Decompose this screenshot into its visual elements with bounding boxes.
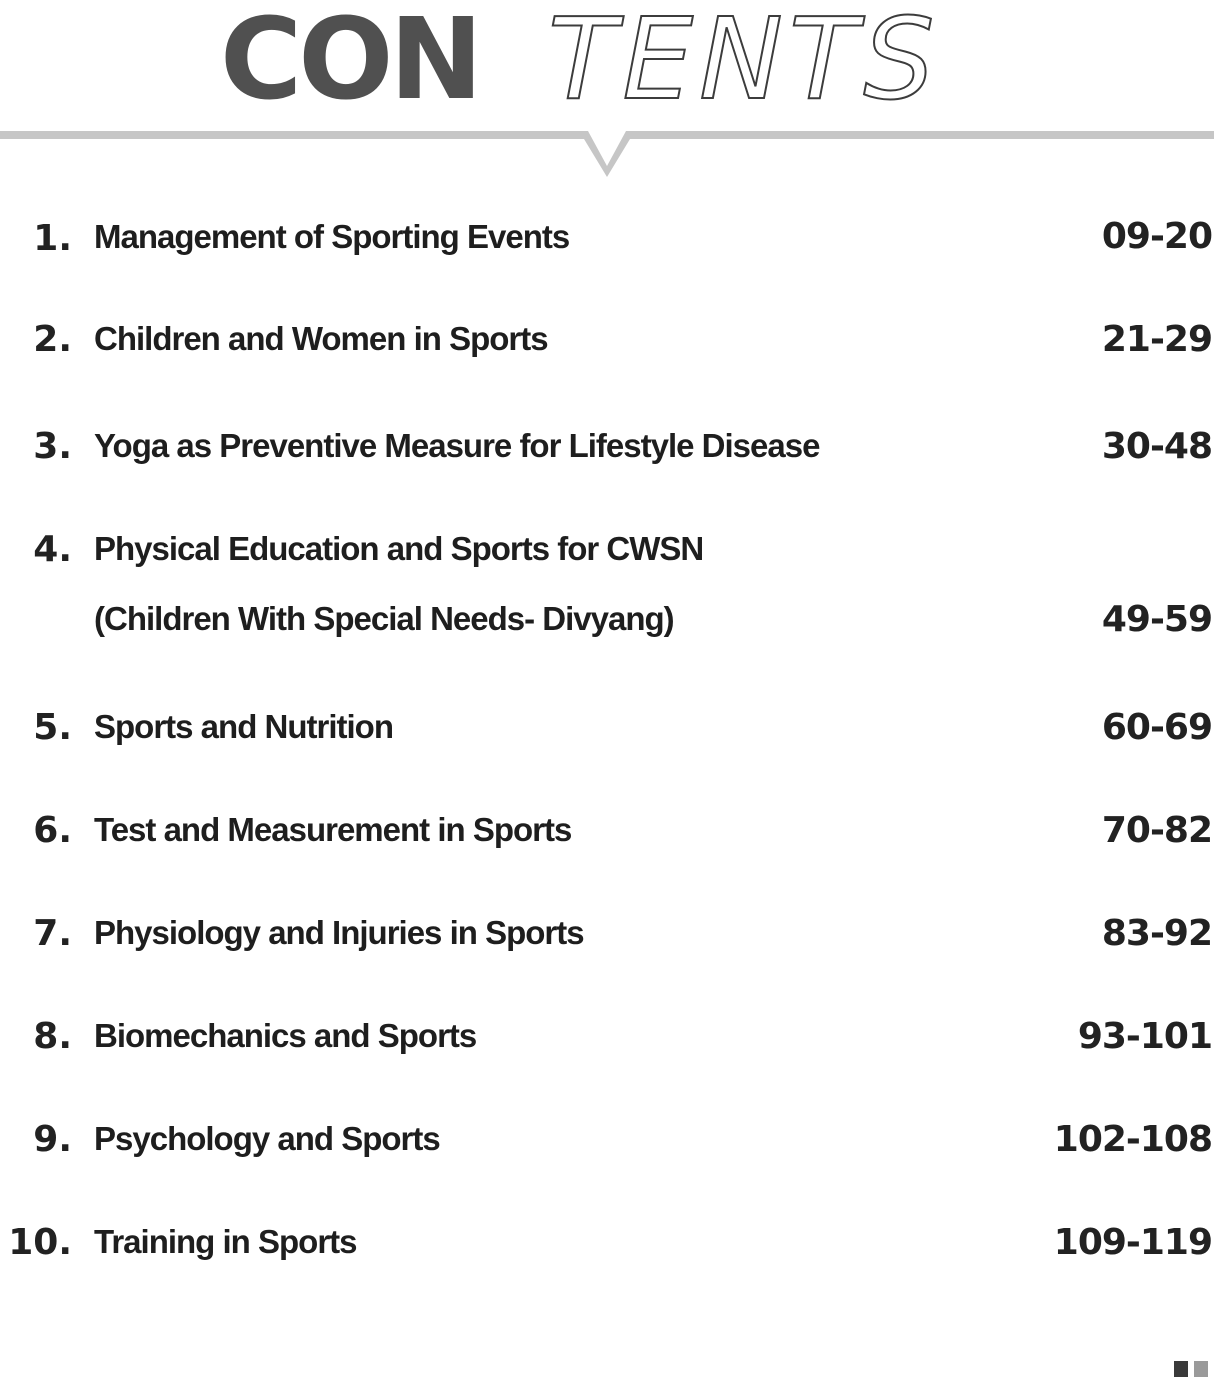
chapter-title: Physical Education and Sports for CWSN — [94, 530, 704, 567]
toc-entry-1[interactable] — [0, 188, 1214, 291]
corner-mark-dark-block — [1174, 1361, 1188, 1377]
corner-mark-light-block — [1194, 1361, 1208, 1377]
table-of-contents — [0, 188, 1214, 1294]
page-range: 93-101 — [1077, 1016, 1212, 1057]
page-range: 30-48 — [1101, 426, 1212, 467]
toc-entry-2[interactable] — [0, 291, 1214, 395]
chapter-number: 6. — [33, 810, 72, 851]
chapter-title: Psychology and Sports — [94, 1120, 440, 1157]
chapter-title: Sports and Nutrition — [94, 708, 393, 745]
chapter-number: 1. — [33, 218, 72, 259]
page-range: 70-82 — [1101, 810, 1212, 851]
chapter-title: Children and Women in Sports — [94, 320, 548, 357]
chapter-title: Training in Sports — [94, 1223, 357, 1260]
chapter-number: 2. — [33, 319, 72, 360]
chapter-number: 8. — [33, 1016, 72, 1057]
chapter-title-continued: (Children With Special Needs- Divyang) — [94, 600, 674, 637]
page-range: 49-59 — [1101, 599, 1212, 640]
chapter-number: 4. — [33, 529, 72, 570]
chapter-title: Test and Measurement in Sports — [94, 811, 572, 848]
page-range: 21-29 — [1101, 319, 1212, 360]
toc-entry-4[interactable] — [0, 499, 1214, 676]
toc-entry-10[interactable] — [0, 1191, 1214, 1294]
chapter-number: 7. — [33, 913, 72, 954]
toc-entry-5[interactable] — [0, 676, 1214, 779]
page-range: 102-108 — [1053, 1119, 1212, 1160]
page-range: 109-119 — [1053, 1222, 1212, 1263]
heading-divider-line — [0, 131, 1214, 177]
page-range: 83-92 — [1101, 913, 1212, 954]
page-range: 60-69 — [1101, 707, 1212, 748]
contents-heading — [0, 0, 1214, 180]
chapter-number: 3. — [33, 426, 72, 467]
contents-heading-graphic — [0, 0, 1214, 180]
chapter-title: Yoga as Preventive Measure for Lifestyle Disease — [94, 427, 820, 464]
heading-bold-part: CON — [220, 0, 480, 125]
heading-outline-part: TENTS — [548, 0, 941, 125]
toc-entry-8[interactable] — [0, 985, 1214, 1088]
toc-entry-6[interactable] — [0, 779, 1214, 882]
chapter-title: Physiology and Injuries in Sports — [94, 914, 584, 951]
toc-entry-7[interactable] — [0, 882, 1214, 985]
chapter-title: Management of Sporting Events — [94, 218, 570, 255]
chapter-number: 5. — [33, 707, 72, 748]
toc-entry-3[interactable] — [0, 395, 1214, 499]
chapter-title: Biomechanics and Sports — [94, 1017, 477, 1054]
chapter-number: 9. — [33, 1119, 72, 1160]
page-corner-mark — [1168, 1359, 1214, 1377]
toc-entry-9[interactable] — [0, 1088, 1214, 1191]
page-range: 09-20 — [1101, 216, 1212, 257]
chapter-number: 10. — [8, 1222, 72, 1263]
